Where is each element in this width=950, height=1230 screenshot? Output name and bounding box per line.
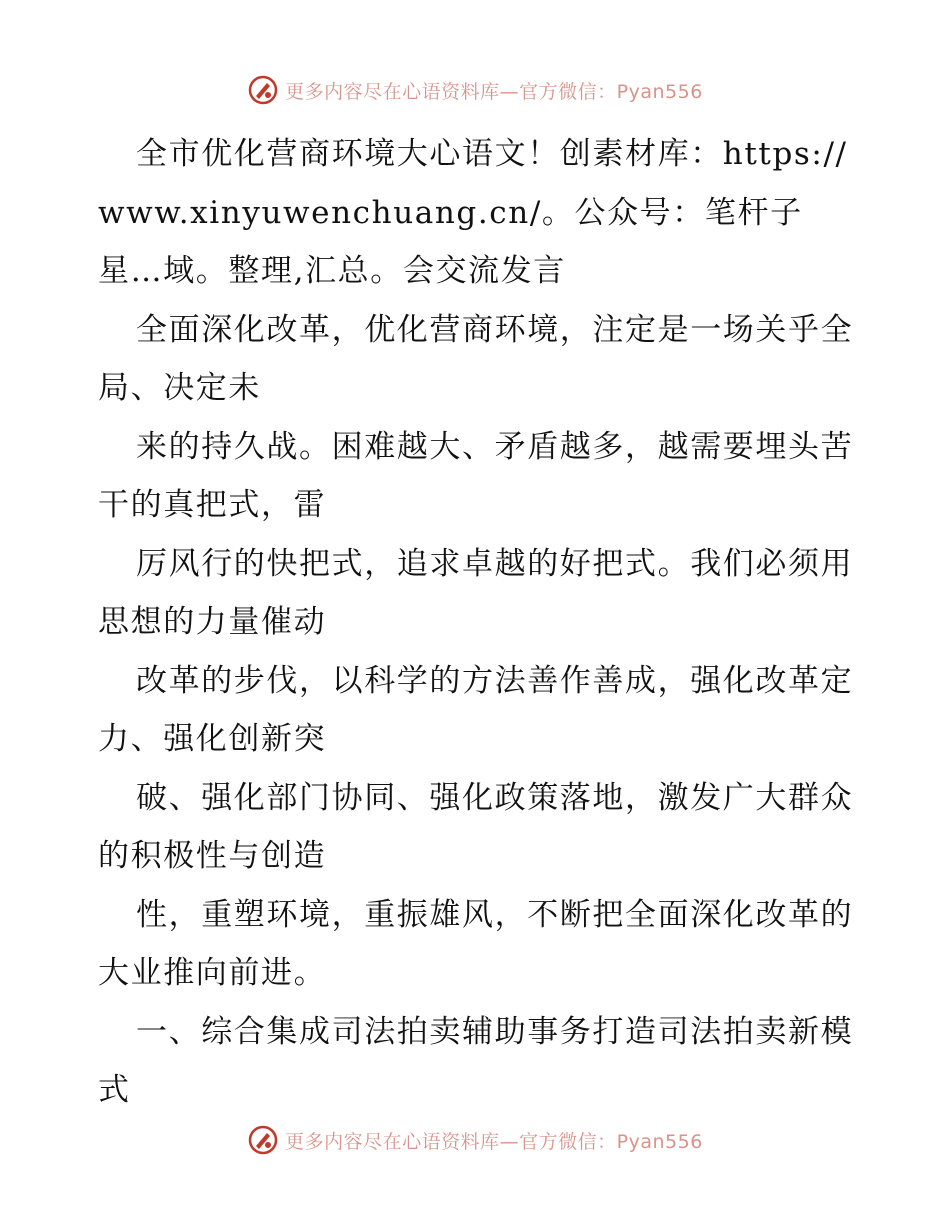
section-heading: 一、综合集成司法拍卖辅助事务打造司法拍卖新模式 [98,1013,854,1108]
header-watermark-banner [0,72,950,108]
paragraph: 破、强化部门协同、强化政策落地，激发广大群众的积极性与创造 [98,779,854,874]
document-body [98,125,858,1120]
paragraph: 改革的步伐，以科学的方法善作善成，强化改革定力、强化创新突 [98,662,854,757]
footer-watermark-text: 更多内容尽在心语资料库—官方微信：Pyan556 [285,1130,703,1153]
paragraph: 性，重塑环境，重振雄风，不断把全面深化改革的大业推向前进。 [98,896,854,991]
header-watermark-text: 更多内容尽在心语资料库—官方微信：Pyan556 [285,80,703,103]
brand-logo-icon [247,74,279,106]
paragraph-intro: 全市优化营商环境大心语文！创素材库：https://www.xinyuwenchuang.cn/。公众号：笔杆子星…域。整理,汇总。会交流发言 [98,136,848,289]
paragraph: 厉风行的快把式，追求卓越的好把式。我们必须用思想的力量催动 [98,545,854,640]
paragraph: 全面深化改革，优化营商环境，注定是一场关乎全局、决定未 [98,311,854,406]
brand-logo-icon [247,1124,279,1156]
footer-watermark-banner [0,1122,950,1158]
paragraph: 来的持久战。困难越大、矛盾越多，越需要埋头苦干的真把式，雷 [98,428,854,523]
